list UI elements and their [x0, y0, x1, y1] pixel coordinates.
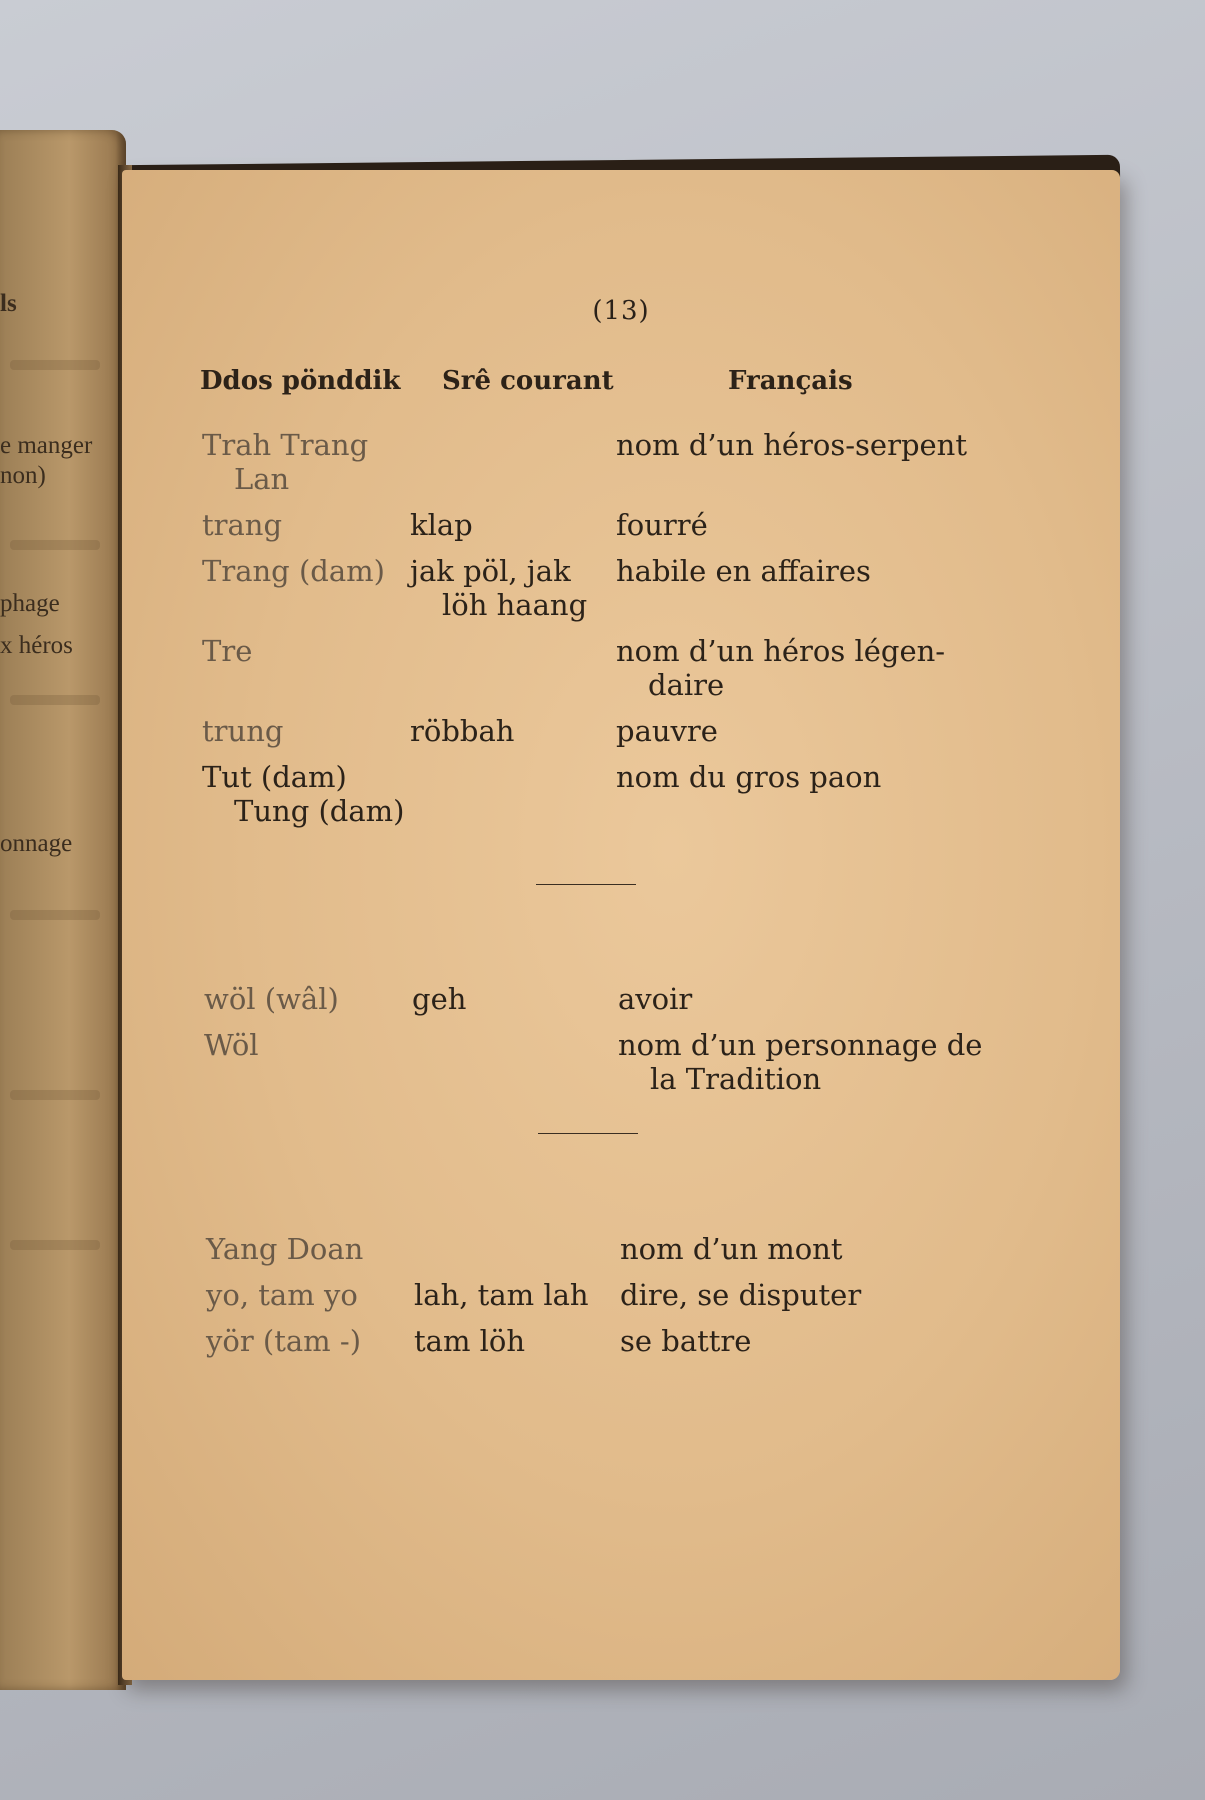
entry-francais: fourré — [616, 508, 708, 542]
entry-line: nom d’un héros légen- — [616, 634, 946, 668]
entry-ddos — [202, 760, 404, 828]
left-fragment: onnage — [0, 830, 73, 857]
column-header-sre: Srê courant — [442, 366, 614, 396]
entry-ddos: Tre — [202, 634, 253, 668]
entry-ddos: trung — [202, 714, 284, 748]
column-header-ddos: Ddos pönddik — [200, 366, 401, 396]
entry-sre: tam löh — [414, 1324, 526, 1358]
entry-line: Trah Trang — [202, 428, 369, 462]
entry-ddos: Trang (dam) — [202, 554, 385, 588]
entry-ddos: wöl (wâl) — [204, 982, 339, 1016]
entry-francais: dire, se disputer — [620, 1278, 862, 1312]
entry-sre: lah, tam lah — [414, 1278, 589, 1312]
page — [122, 170, 1120, 1680]
left-fragment: phage — [0, 590, 60, 617]
bleed-through — [10, 695, 100, 705]
section-divider — [536, 884, 636, 885]
previous-page — [0, 130, 126, 1690]
entry-line: löh haang — [442, 588, 588, 622]
entry-francais: nom d’un héros-serpent — [616, 428, 968, 462]
entry-francais: nom d’un mont — [620, 1232, 843, 1266]
left-fragment: non) — [0, 462, 46, 489]
bleed-through — [10, 1090, 100, 1100]
entry-line: jak pöl, jak — [410, 554, 571, 588]
entry-line: Lan — [234, 462, 290, 496]
entry-francais: pauvre — [616, 714, 718, 748]
left-fragment: e manger — [0, 432, 93, 459]
column-header-francais: Français — [728, 366, 853, 396]
entry-sre: geh — [412, 982, 467, 1016]
entry-ddos: trang — [202, 508, 283, 542]
entry-francais — [616, 634, 945, 702]
entry-ddos — [202, 428, 368, 496]
entry-francais: se battre — [620, 1324, 752, 1358]
entry-francais: avoir — [618, 982, 693, 1016]
left-fragment: x héros — [0, 632, 73, 659]
entry-sre — [410, 554, 587, 622]
entry-ddos: Wöl — [204, 1028, 259, 1062]
entry-ddos: Yang Doan — [206, 1232, 364, 1266]
entry-francais — [618, 1028, 982, 1096]
bleed-through — [10, 1240, 100, 1250]
entry-sre: klap — [410, 508, 473, 542]
page-number: (13) — [592, 296, 650, 326]
entry-francais: nom du gros paon — [616, 760, 882, 794]
entry-francais: habile en affaires — [616, 554, 871, 588]
section-divider — [538, 1133, 638, 1134]
bleed-through — [10, 910, 100, 920]
entry-line: Tung (dam) — [234, 794, 405, 828]
left-fragment: ls — [0, 290, 17, 317]
entry-ddos: yo, tam yo — [206, 1278, 358, 1312]
entry-line: nom d’un personnage de — [618, 1028, 983, 1062]
bleed-through — [10, 540, 100, 550]
bleed-through — [10, 360, 100, 370]
entry-line: daire — [648, 668, 725, 702]
entry-line: Tut (dam) — [202, 760, 347, 794]
entry-sre: röbbah — [410, 714, 515, 748]
entry-line: la Tradition — [650, 1062, 822, 1096]
entry-ddos: yör (tam -) — [206, 1324, 362, 1358]
